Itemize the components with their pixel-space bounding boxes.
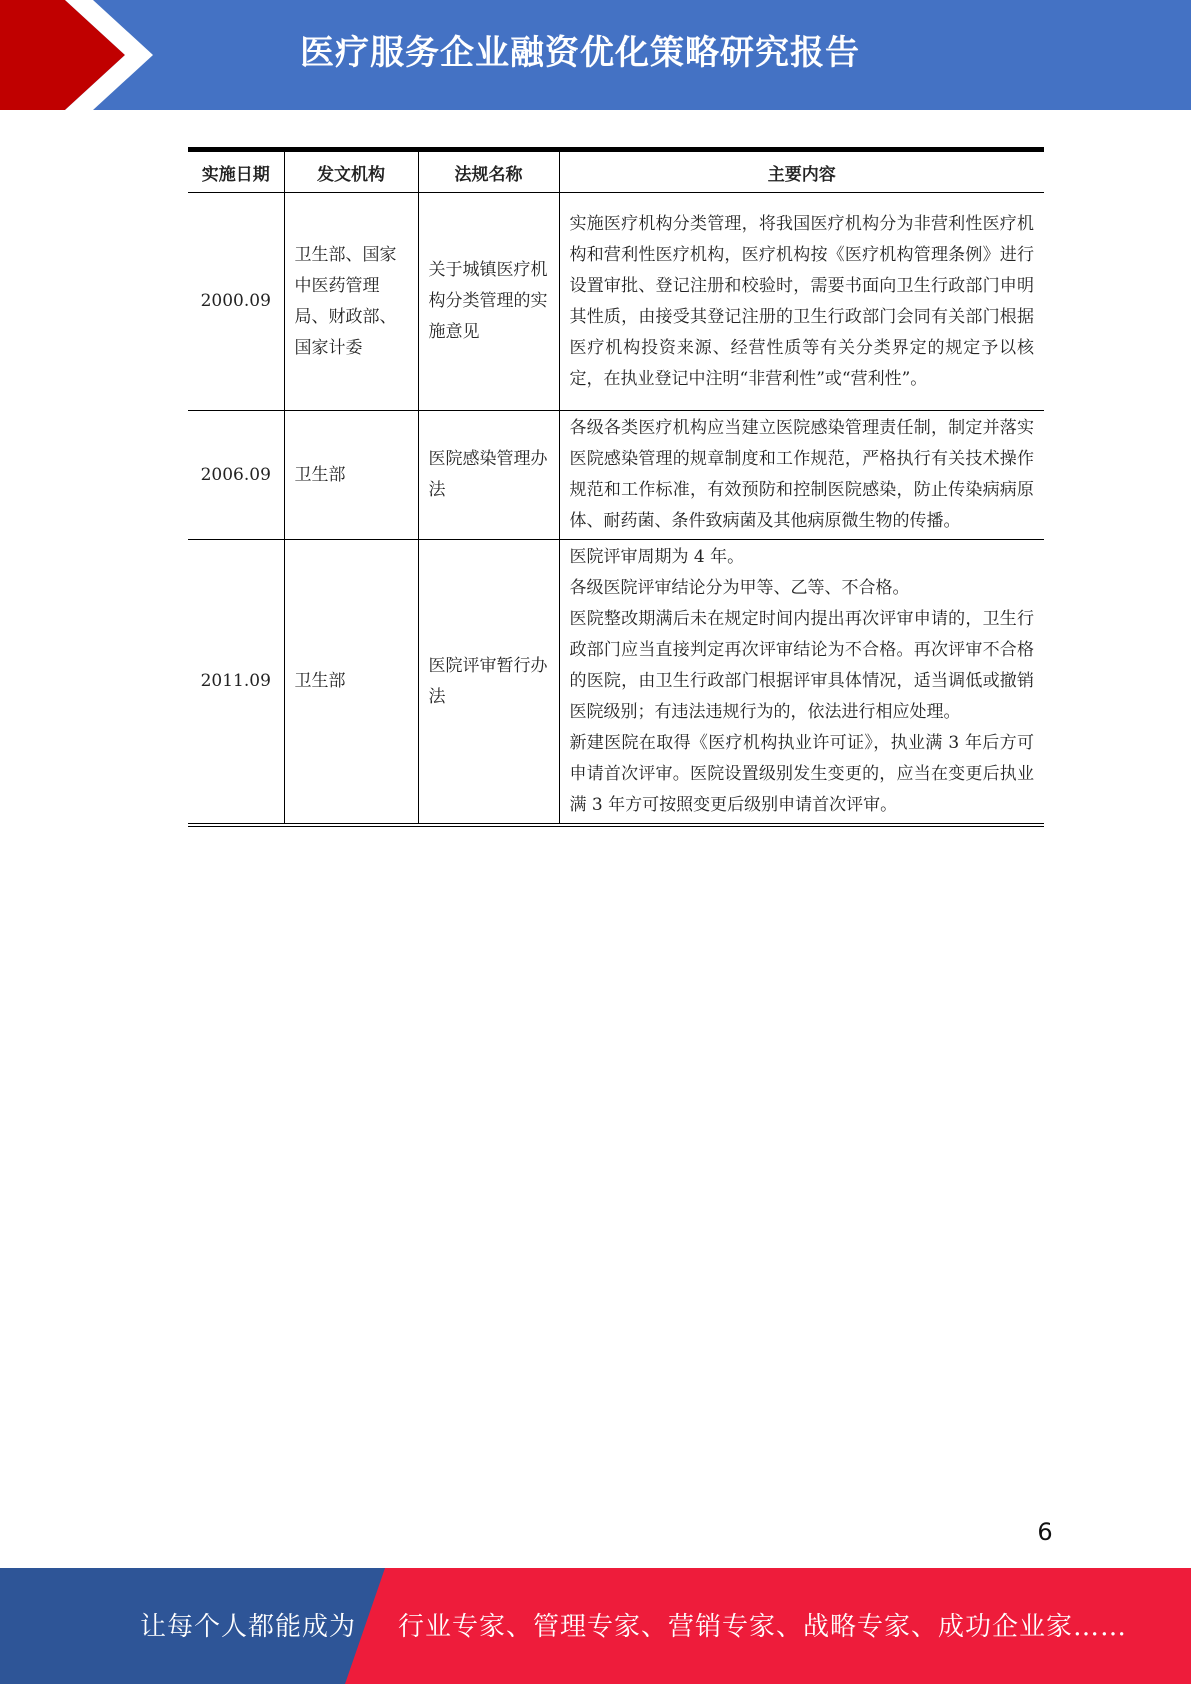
- cell-regulation-name: 关于城镇医疗机构分类管理的实施意见: [418, 193, 559, 411]
- table-header-row: [188, 150, 1044, 193]
- content-paragraph: 医院整改期满后未在规定时间内提出再次评审申请的，卫生行政部门应当直接判定再次评审结论为不合格。再次评审不合格的医院，由卫生行政部门根据评审具体情况，适当调低或撤销医院级别；有违法违规行为的，依法进行相应处理。: [569, 609, 1034, 722]
- cell-date: 2006.09: [188, 411, 284, 540]
- cell-regulation-name: 医院评审暂行办法: [418, 540, 559, 826]
- cell-date: 2011.09: [188, 540, 284, 826]
- table-row: [188, 411, 1044, 540]
- column-header-agency: 发文机构: [284, 150, 418, 193]
- content-paragraph: 各级医院评审结论分为甲等、乙等、不合格。: [569, 578, 910, 598]
- cell-regulation-name: 医院感染管理办法: [418, 411, 559, 540]
- cell-date: 2000.09: [188, 193, 284, 411]
- page-number: 6: [1037, 1518, 1053, 1546]
- column-header-content: 主要内容: [559, 150, 1044, 193]
- footer-slogan-left: 让每个人都能成为: [140, 1612, 357, 1642]
- cell-content: [559, 411, 1044, 540]
- cell-content: [559, 540, 1044, 826]
- content-paragraph: 新建医院在取得《医疗机构执业许可证》，执业满 3 年后方可申请首次评审。医院设置级别发生变更的，应当在变更后执业满 3 年方可按照变更后级别申请首次评审。: [569, 733, 1034, 815]
- regulation-table: [188, 147, 1044, 827]
- content-paragraph: 实施医疗机构分类管理，将我国医疗机构分为非营利性医疗机构和营利性医疗机构，医疗机构按《医疗机构管理条例》进行设置审批、登记注册和校验时，需要书面向卫生行政部门申明其性质，由接受其登记注册的卫生行政部门会同有关部门根据医疗机构投资来源、经营性质等有关分类界定的规定予以核定，在执业登记中注明“非营利性”或“营利性”。: [569, 213, 1034, 389]
- report-title: 医疗服务企业融资优化策略研究报告: [300, 33, 860, 73]
- cell-agency: 卫生部: [284, 411, 418, 540]
- page-footer: [0, 1568, 1191, 1684]
- cell-content: [559, 193, 1044, 411]
- column-header-date: 实施日期: [188, 150, 284, 193]
- footer-slogan-right: 行业专家、管理专家、营销专家、战略专家、成功企业家……: [398, 1612, 1128, 1642]
- column-header-name: 法规名称: [418, 150, 559, 193]
- cell-agency: 卫生部: [284, 540, 418, 826]
- regulation-table-container: [188, 147, 1044, 827]
- cell-agency: 卫生部、国家中医药管理局、财政部、国家计委: [284, 193, 418, 411]
- table-row: [188, 540, 1044, 826]
- table-row: [188, 193, 1044, 411]
- content-paragraph: 医院评审周期为 4 年。: [569, 547, 745, 567]
- content-paragraph: 各级各类医疗机构应当建立医院感染管理责任制，制定并落实医院感染管理的规章制度和工作规范，严格执行有关技术操作规范和工作标准，有效预防和控制医院感染，防止传染病病原体、耐药菌、条件致病菌及其他病原微生物的传播。: [569, 418, 1034, 531]
- page-header: [0, 0, 1191, 110]
